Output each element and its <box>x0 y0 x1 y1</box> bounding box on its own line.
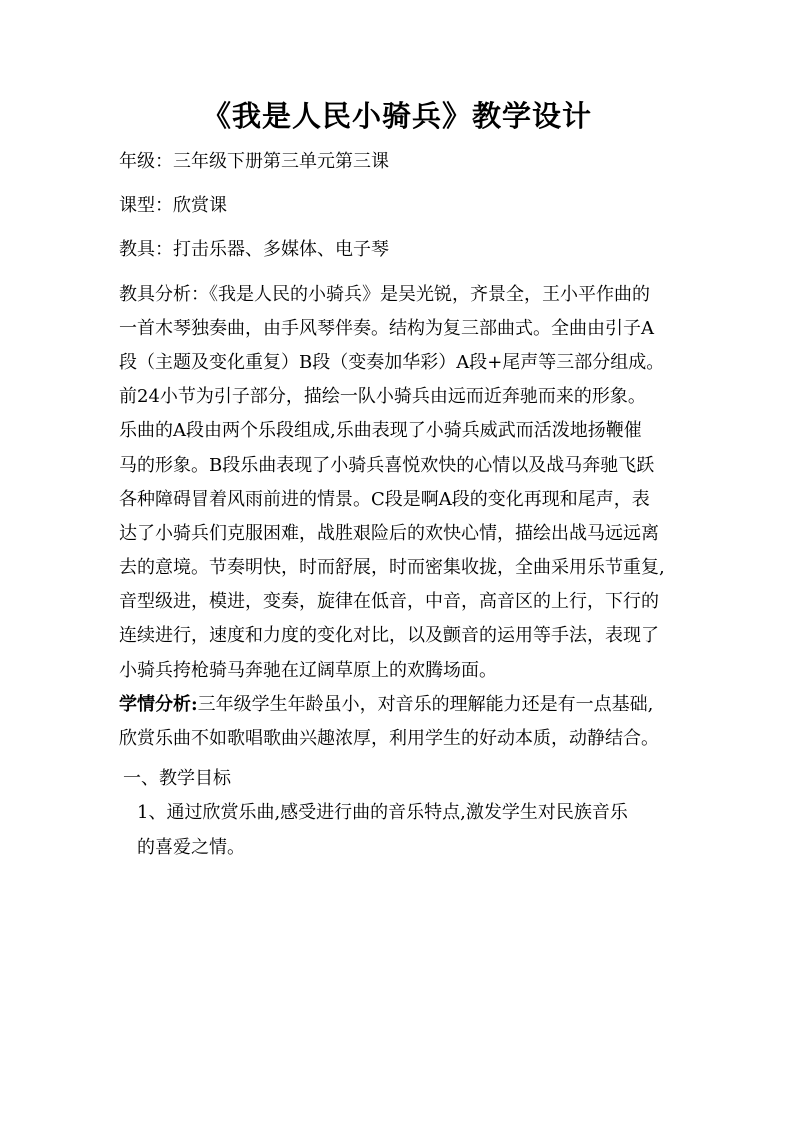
analysis-line: 各种障碍冒着风雨前进的情景。C段是啊A段的变化再现和尾声，表 <box>119 488 650 510</box>
learner-analysis-paragraph <box>119 688 699 756</box>
learner-label: 学情分析: <box>119 693 198 715</box>
analysis-paragraph <box>119 278 699 688</box>
lesson-type-label: 课型： <box>119 195 173 217</box>
analysis-line: 段（主题及变化重复）B段（变奏加华彩）A段+尾声等三部分组成。 <box>119 351 665 373</box>
analysis-line: 前24小节为引子部分，描绘一队小骑兵由远而近奔驰而来的形象。 <box>119 386 646 408</box>
analysis-line: 乐曲的A段由两个乐段组成,乐曲表现了小骑兵威武而活泼地扬鞭催 <box>119 420 642 442</box>
document-body <box>119 145 699 865</box>
learner-text: 三年级学生年龄虽小，对音乐的理解能力还是有一点基础, <box>197 693 654 715</box>
analysis-line: 一首木琴独奏曲，由手风琴伴奏。结构为复三部曲式。全曲由引子A <box>119 317 654 339</box>
tools-label: 教具： <box>119 239 173 261</box>
analysis-line: 连续进行，速度和力度的变化对比，以及颤音的运用等手法，表现了 <box>119 625 659 647</box>
lesson-type-value: 欣赏课 <box>173 195 227 217</box>
learner-line <box>119 688 699 722</box>
section-heading: 一、教学目标 <box>123 768 231 790</box>
goal-item <box>119 796 699 864</box>
goal-line: 1、通过欣赏乐曲,感受进行曲的音乐特点,激发学生对民族音乐 <box>137 802 628 824</box>
goal-line: 的喜爱之情。 <box>137 836 245 858</box>
analysis-line: 马的形象。B段乐曲表现了小骑兵喜悦欢快的心情以及战马奔驰飞跃 <box>119 454 655 476</box>
lesson-type-line <box>119 189 699 223</box>
analysis-line: 去的意境。节奏明快，时而舒展，时而密集收拢，全曲采用乐节重复, <box>119 557 665 579</box>
tools-value: 打击乐器、多媒体、电子琴 <box>173 239 389 261</box>
analysis-line: 音型级进，模进，变奏，旋律在低音，中音，高音区的上行，下行的 <box>119 591 659 613</box>
analysis-line: 小骑兵挎枪骑马奔驰在辽阔草原上的欢腾场面。 <box>119 659 497 681</box>
learner-line: 欣赏乐曲不如歌唱歌曲兴趣浓厚，利用学生的好动本质，动静结合。 <box>119 728 659 749</box>
grade-label: 年级： <box>119 151 173 172</box>
analysis-line: 教具分析：《我是人民的小骑兵》是吴光锐，齐景全，王小平作曲的 <box>119 283 650 305</box>
grade-value: 三年级下册第三单元第三课 <box>173 151 389 172</box>
document-title: 《我是人民小骑兵》教学设计 <box>201 99 592 133</box>
tools-line <box>119 233 699 267</box>
analysis-line: 达了小骑兵们克服困难，战胜艰险后的欢快心情，描绘出战马远远离 <box>119 522 659 544</box>
grade-line <box>119 145 699 179</box>
